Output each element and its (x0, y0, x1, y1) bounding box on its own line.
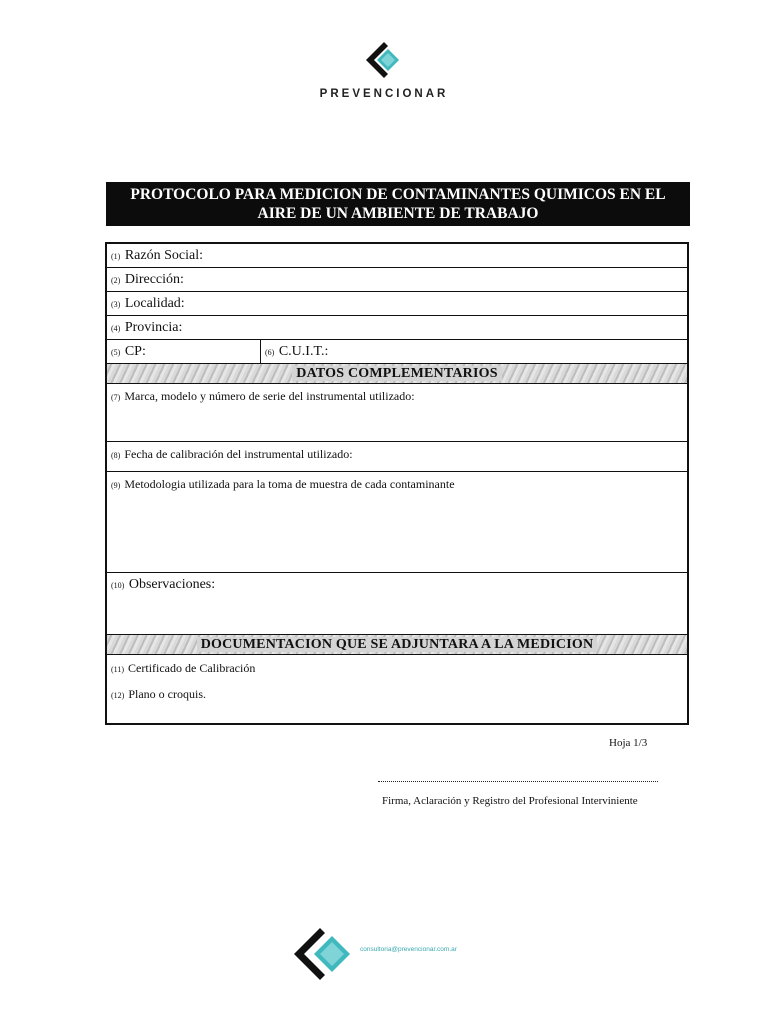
field-observaciones[interactable] (107, 573, 687, 635)
documentacion-list (107, 655, 687, 723)
prevencionar-logo-icon (290, 926, 360, 982)
field-number: (4) (111, 324, 121, 333)
field-fecha-calibracion[interactable] (107, 442, 687, 472)
field-metodologia[interactable] (107, 472, 687, 573)
field-label: Provincia: (124, 320, 183, 335)
field-number: (5) (111, 348, 121, 357)
section-datos-complementarios (107, 364, 687, 384)
field-number: (1) (111, 252, 121, 261)
field-label: Marca, modelo y número de serie del instrumental utilizado: (124, 389, 415, 403)
field-razon-social[interactable] (107, 244, 687, 268)
section-documentacion (107, 635, 687, 655)
field-marca-modelo[interactable] (107, 384, 687, 442)
signature-line (378, 781, 658, 782)
field-provincia[interactable] (107, 316, 687, 340)
page-number: Hoja 1/3 (609, 737, 648, 749)
field-label: Razón Social: (124, 248, 203, 263)
field-direccion[interactable] (107, 268, 687, 292)
field-label: Plano o croquis. (128, 687, 206, 701)
field-label: C.U.I.T.: (278, 344, 329, 359)
field-plano-croquis[interactable] (111, 685, 683, 705)
prevencionar-logo-icon (362, 40, 406, 80)
field-number: (12) (111, 691, 125, 700)
field-label: Fecha de calibración del instrumental utilizado: (124, 447, 353, 461)
footer-logo (290, 926, 520, 982)
field-number: (11) (111, 665, 125, 674)
title-line-2: AIRE DE UN AMBIENTE DE TRABAJO (257, 205, 539, 222)
field-label: Dirección: (124, 272, 184, 287)
field-number: (6) (265, 348, 275, 357)
field-number: (7) (111, 393, 121, 402)
field-cuit[interactable] (261, 340, 332, 363)
title-line-1: PROTOCOLO PARA MEDICION DE CONTAMINANTES QUIMICOS EN EL (130, 186, 666, 203)
field-number: (8) (111, 451, 121, 460)
field-localidad[interactable] (107, 292, 687, 316)
field-number: (3) (111, 300, 121, 309)
field-label: Localidad: (124, 296, 185, 311)
field-label: Metodologia utilizada para la toma de muestra de cada contaminante (124, 477, 455, 491)
field-number: (10) (111, 581, 125, 590)
header-logo (0, 40, 768, 100)
field-certificado-calibracion[interactable] (111, 659, 683, 679)
field-label: Certificado de Calibración (128, 661, 256, 675)
field-number: (9) (111, 481, 121, 490)
section-title: DATOS COMPLEMENTARIOS (292, 366, 501, 381)
row-cp-cuit (107, 340, 687, 364)
field-cp[interactable] (107, 340, 261, 363)
section-title: DOCUMENTACION QUE SE ADJUNTARA A LA MEDICION (197, 637, 598, 652)
document-title (106, 182, 690, 226)
signature-caption: Firma, Aclaración y Registro del Profesional Interviniente (382, 795, 638, 807)
protocol-form (105, 242, 689, 725)
field-label: Observaciones: (128, 577, 216, 592)
field-label: CP: (124, 344, 146, 359)
brand-name: PREVENCIONAR (319, 88, 449, 100)
field-number: (2) (111, 276, 121, 285)
contact-email[interactable]: consultoria@prevencionar.com.ar (360, 946, 457, 953)
